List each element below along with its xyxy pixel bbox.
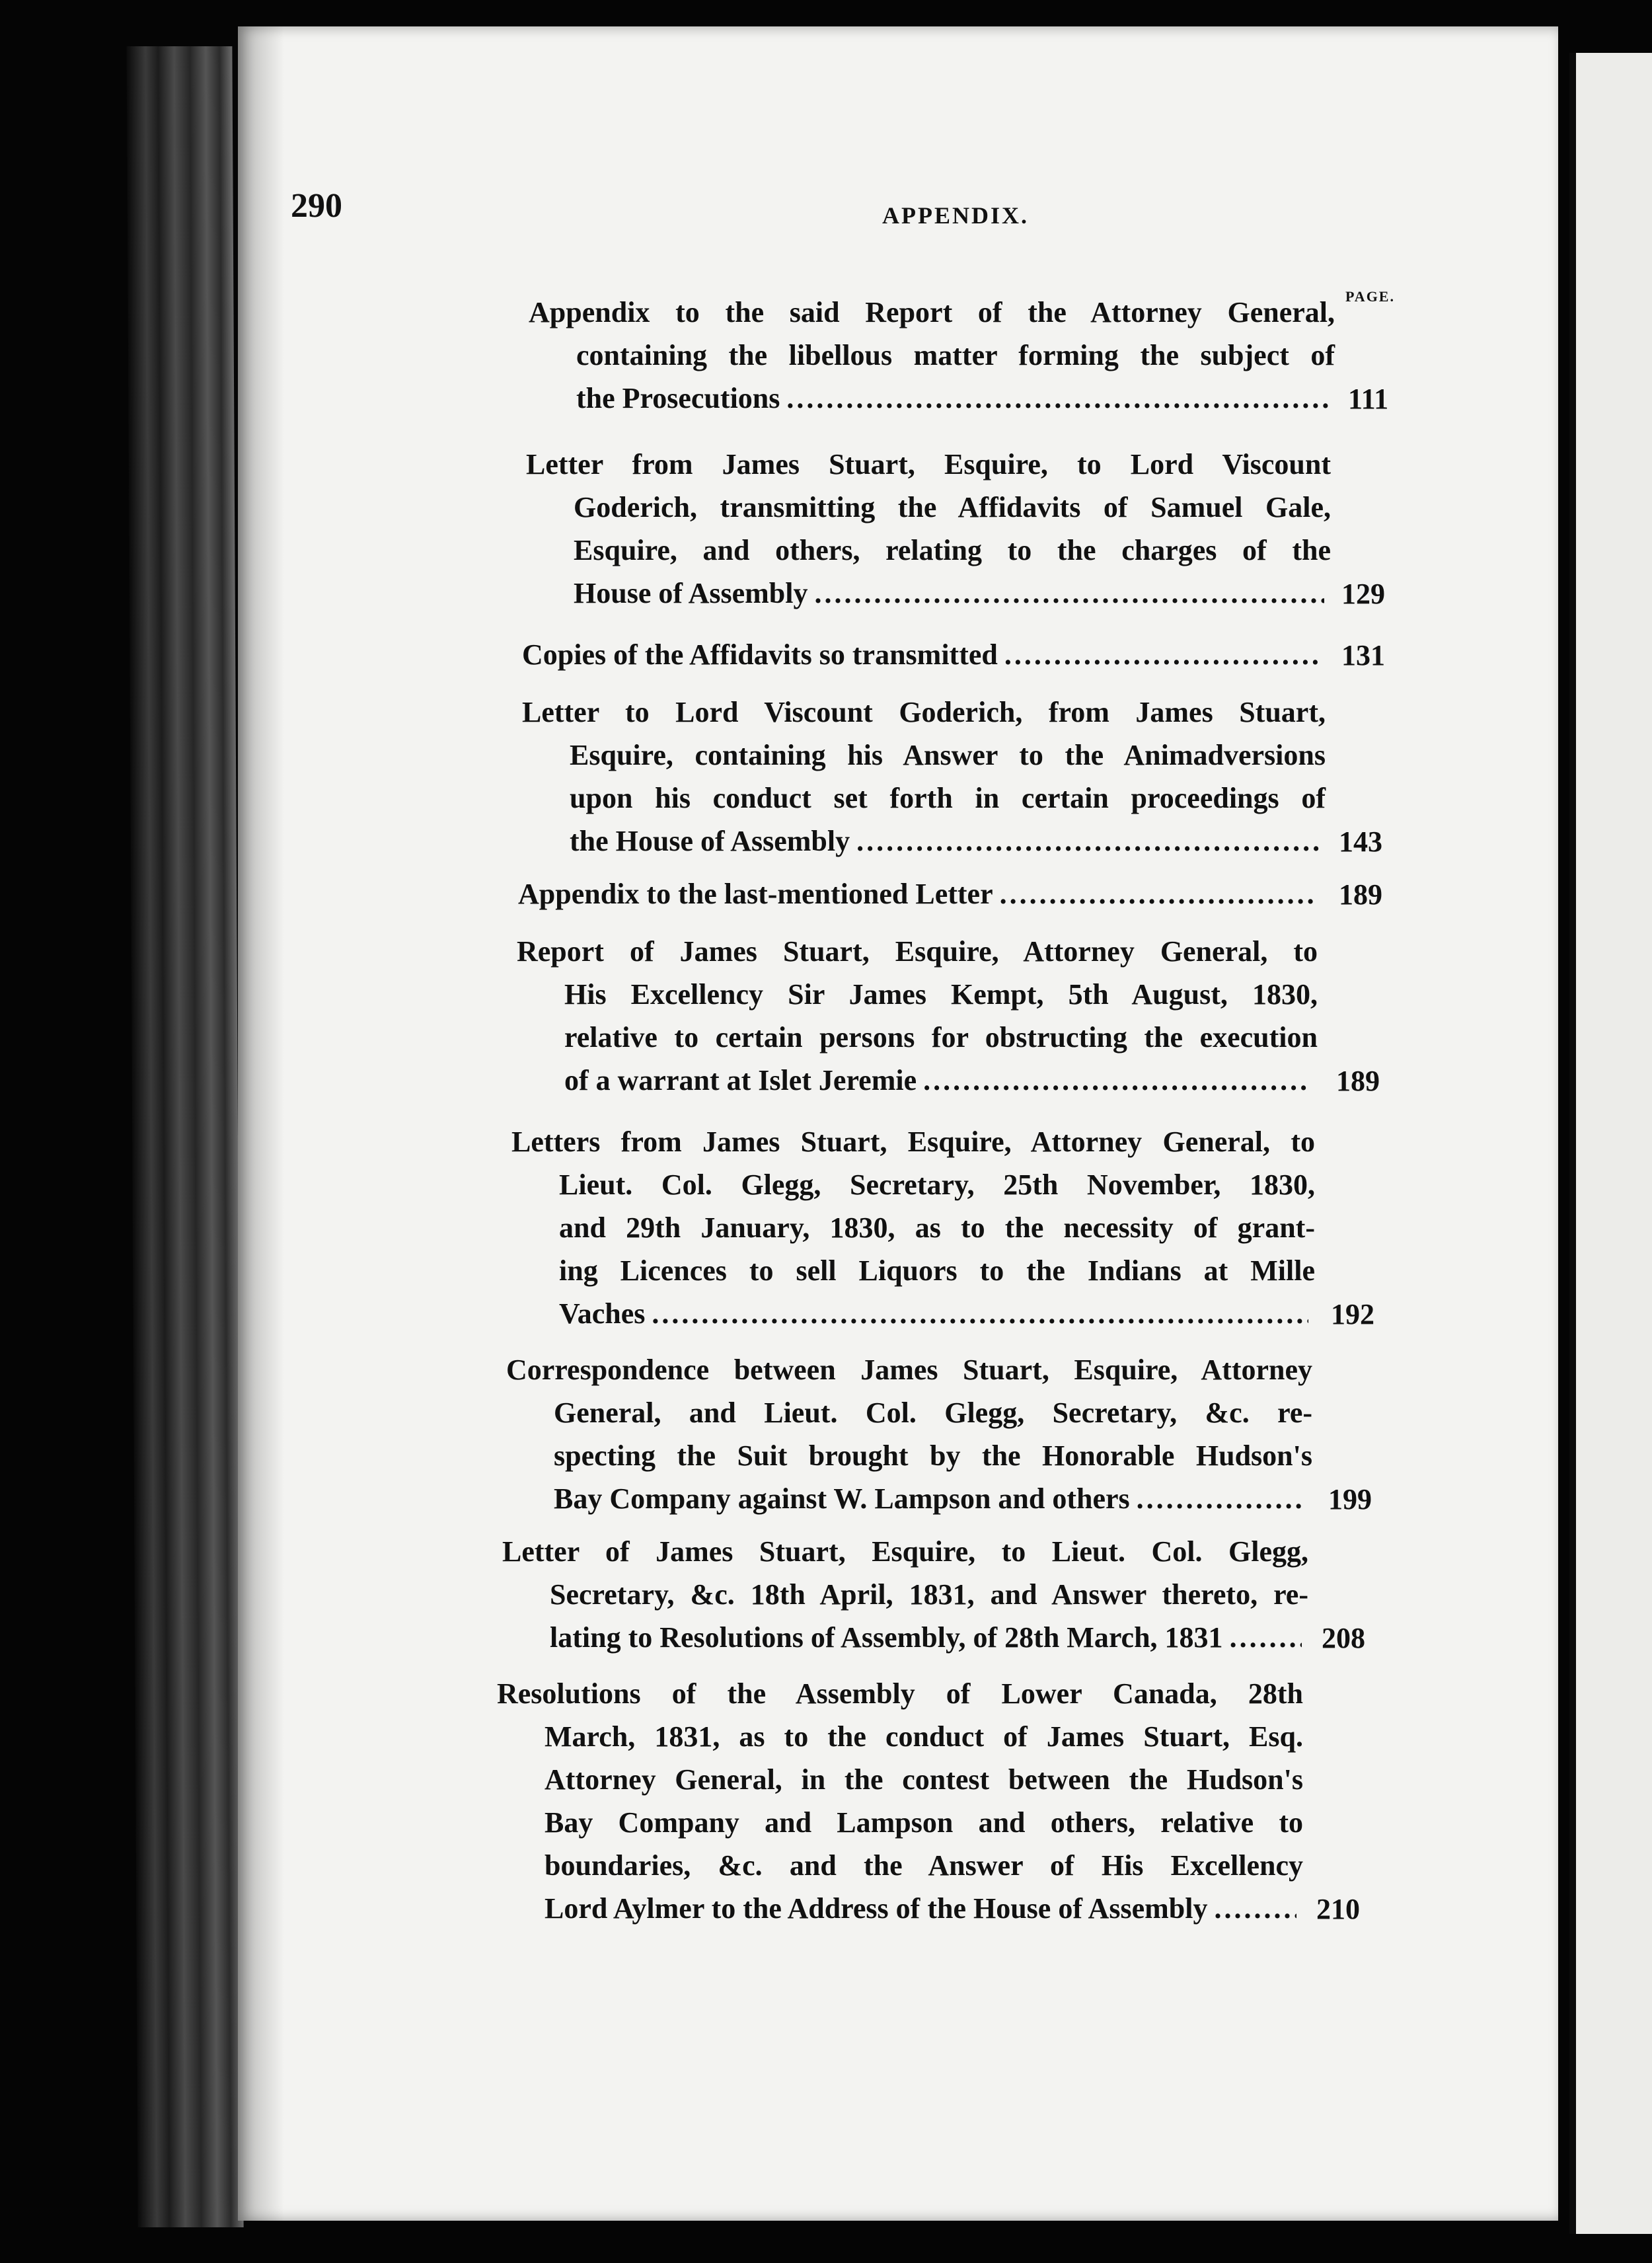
toc-entry [522, 633, 1328, 676]
entry-line-text: containing the libellous matter forming the subject of [576, 339, 1335, 371]
entry-line [550, 1573, 1308, 1616]
entry-line [544, 1715, 1303, 1758]
entry-line-text: Appendix to the last-mentioned Letter [518, 878, 993, 910]
entry-line-text: Secretary, &c. 18th April, 1831, and Answer thereto, re- [550, 1578, 1308, 1611]
entry-line [570, 820, 1326, 863]
dot-leader [1214, 1887, 1296, 1930]
entry-line [544, 1844, 1303, 1887]
entry-line-text: Lieut. Col. Glegg, Secretary, 25th November, 1830, [559, 1169, 1315, 1201]
page-column-label: PAGE. [1345, 288, 1395, 305]
entry-line-text: lating to Resolutions of Assembly, of 28th March, 1831 [550, 1621, 1223, 1654]
entry-line-text: Copies of the Affidavits so transmitted [522, 638, 998, 671]
entry-line-text: upon his conduct set forth in certain proceedings of [570, 782, 1326, 814]
entry-line-text: Esquire, and others, relating to the charges of the [574, 534, 1331, 566]
entry-line [544, 1887, 1303, 1930]
dot-leader [923, 1059, 1311, 1102]
entry-page-number: 199 [1328, 1483, 1372, 1515]
entry-page-number: 210 [1316, 1893, 1360, 1925]
entry-line [576, 334, 1335, 377]
toc-entry [497, 1672, 1303, 1930]
entry-line-text: relative to certain persons for obstructing the execution [564, 1021, 1318, 1054]
entry-page-number: 131 [1341, 639, 1385, 671]
entry-line-text: Letters from James Stuart, Esquire, Attorney General, to [511, 1126, 1315, 1158]
entry-page-number: 189 [1339, 878, 1382, 911]
dot-leader [786, 377, 1328, 420]
toc-entry [502, 1530, 1308, 1659]
toc-entry [506, 1348, 1312, 1520]
entry-line-text: Letter from James Stuart, Esquire, to Lord Viscount [526, 448, 1331, 480]
entry-line [554, 1434, 1312, 1477]
entry-line [559, 1249, 1315, 1292]
entry-line-text: Letter to Lord Viscount Goderich, from James Stuart, [522, 696, 1326, 728]
entry-line [544, 1801, 1303, 1844]
entry-line-text: Correspondence between James Stuart, Esquire, Attorney [506, 1354, 1312, 1386]
entry-line-text: Attorney General, in the contest between the Hudson's [544, 1763, 1303, 1796]
toc-entry [511, 1120, 1315, 1335]
entry-line [517, 930, 1318, 973]
entry-line [570, 734, 1326, 777]
entry-line [574, 486, 1331, 529]
entry-line-text: Bay Company and Lampson and others, relative to [544, 1806, 1303, 1839]
entry-line-text: Goderich, transmitting the Affidavits of Samuel Gale, [574, 491, 1331, 523]
entry-line-text: Report of James Stuart, Esquire, Attorney General, to [517, 935, 1318, 968]
entry-line-text: His Excellency Sir James Kempt, 5th August, 1830, [564, 978, 1318, 1011]
toc-entry [529, 291, 1335, 420]
entry-line [564, 1059, 1318, 1102]
entry-line [518, 872, 1323, 915]
entry-line-text: March, 1831, as to the conduct of James Stuart, Esq. [544, 1720, 1303, 1753]
entry-line [526, 443, 1331, 486]
entry-page-number: 143 [1339, 825, 1382, 858]
toc-entry [518, 872, 1323, 915]
entry-line-text: Lord Aylmer to the Address of the House of Assembly [544, 1892, 1208, 1925]
entry-line [559, 1292, 1315, 1335]
toc-entry [517, 930, 1318, 1102]
entry-line-text: the House of Assembly [570, 825, 850, 857]
entry-page-number: 129 [1341, 578, 1385, 610]
entry-line-text: Resolutions of the Assembly of Lower Canada, 28th [497, 1677, 1303, 1710]
entry-line [559, 1206, 1315, 1249]
entry-line-text: General, and Lieut. Col. Glegg, Secretary, &c. re- [554, 1397, 1312, 1429]
entry-line [570, 777, 1326, 820]
entry-line [576, 377, 1335, 420]
entry-page-number: 189 [1336, 1065, 1380, 1097]
dot-leader [1137, 1477, 1306, 1520]
toc-entry [526, 443, 1331, 615]
entry-line [559, 1163, 1315, 1206]
entry-line-text: specting the Suit brought by the Honorable Hudson's [554, 1439, 1312, 1472]
entry-line-text: the Prosecutions [576, 382, 780, 414]
dot-leader [652, 1292, 1308, 1335]
entry-page-number: 208 [1322, 1622, 1365, 1654]
entry-line [529, 291, 1335, 334]
entry-line [511, 1120, 1315, 1163]
page-number: 290 [291, 187, 342, 225]
entry-line-text: of a warrant at Islet Jeremie [564, 1064, 917, 1096]
entry-line [522, 691, 1326, 734]
entry-line [564, 1016, 1318, 1059]
entry-line [550, 1616, 1308, 1659]
entry-line [502, 1530, 1308, 1573]
entry-line [574, 572, 1331, 615]
running-head: APPENDIX. [882, 202, 1029, 229]
entry-line [564, 973, 1318, 1016]
entry-line [506, 1348, 1312, 1391]
dot-leader [1230, 1616, 1302, 1659]
entry-line-text: Esquire, containing his Answer to the Animadversions [570, 739, 1326, 771]
entry-line-text: Letter of James Stuart, Esquire, to Lieut. Col. Glegg, [502, 1535, 1308, 1568]
entry-line-text: and 29th January, 1830, as to the necessity of grant- [559, 1211, 1315, 1244]
dot-leader [856, 820, 1319, 863]
dot-leader [1004, 633, 1322, 676]
toc-entry [522, 691, 1326, 863]
entry-line-text: Bay Company against W. Lampson and others [554, 1482, 1130, 1515]
entry-line-text: Vaches [559, 1297, 646, 1330]
entry-line-text: Appendix to the said Report of the Attorney General, [529, 296, 1335, 328]
entry-line [522, 633, 1328, 676]
entry-line [554, 1391, 1312, 1434]
entry-line [554, 1477, 1312, 1520]
entry-line-text: ing Licences to sell Liquors to the Indians at Mille [559, 1254, 1315, 1287]
dot-leader [1000, 872, 1316, 915]
entry-line-text: House of Assembly [574, 577, 808, 609]
entry-line [574, 529, 1331, 572]
entry-line [497, 1672, 1303, 1715]
entry-page-number: 111 [1348, 383, 1389, 415]
dot-leader [814, 572, 1324, 615]
entry-line-text: boundaries, &c. and the Answer of His Excellency [544, 1849, 1303, 1882]
entry-page-number: 192 [1331, 1298, 1374, 1330]
entry-line [544, 1758, 1303, 1801]
